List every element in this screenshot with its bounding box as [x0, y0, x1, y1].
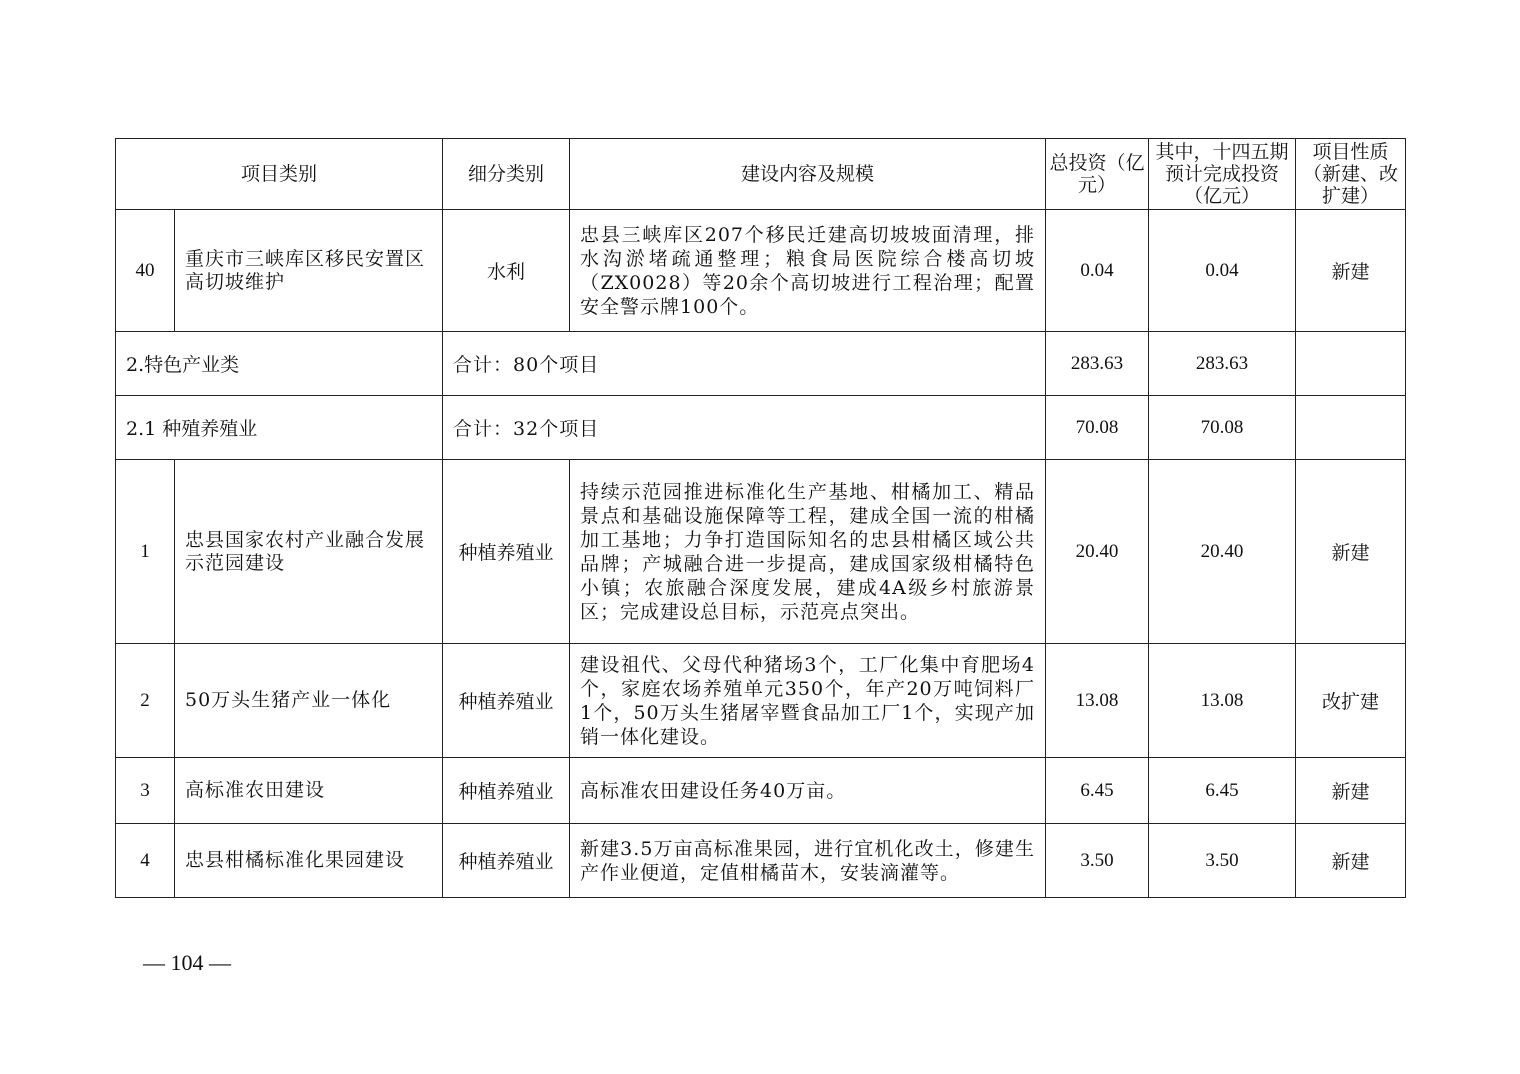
row-number: 40 [116, 210, 175, 332]
plan-investment: 6.45 [1149, 758, 1296, 824]
header-plan-investment: 其中，十四五期预计完成投资（亿元） [1149, 139, 1296, 210]
plan-investment: 3.50 [1149, 824, 1296, 898]
project-content: 建设祖代、父母代种猪场3个，工厂化集中育肥场4个，家庭农场养殖单元350个，年产20万吨饲料厂1个，50万头生猪屠宰暨食品加工厂1个，实现产加销一体化建设。 [570, 644, 1046, 758]
subsection-summary: 合计：32个项目 [443, 396, 1046, 460]
section-row [116, 332, 1406, 396]
project-nature: 新建 [1296, 460, 1406, 644]
subsection-plan-investment: 70.08 [1149, 396, 1296, 460]
row-number: 3 [116, 758, 175, 824]
table-row [116, 758, 1406, 824]
total-investment: 13.08 [1046, 644, 1149, 758]
header-content: 建设内容及规模 [570, 139, 1046, 210]
header-subcategory: 细分类别 [443, 139, 570, 210]
row-number: 4 [116, 824, 175, 898]
project-name: 忠县柑橘标准化果园建设 [175, 824, 443, 898]
subsection-nature-empty [1296, 396, 1406, 460]
section-nature-empty [1296, 332, 1406, 396]
project-subcategory: 种植养殖业 [443, 644, 570, 758]
table-row [116, 824, 1406, 898]
row-number: 1 [116, 460, 175, 644]
subsection-row [116, 396, 1406, 460]
table-row [116, 644, 1406, 758]
plan-investment: 0.04 [1149, 210, 1296, 332]
section-total-investment: 283.63 [1046, 332, 1149, 396]
project-subcategory: 种植养殖业 [443, 824, 570, 898]
project-nature: 新建 [1296, 824, 1406, 898]
total-investment: 3.50 [1046, 824, 1149, 898]
header-total-investment: 总投资（亿元） [1046, 139, 1149, 210]
subsection-title: 2.1 种殖养殖业 [116, 396, 443, 460]
section-summary: 合计：80个项目 [443, 332, 1046, 396]
plan-investment: 20.40 [1149, 460, 1296, 644]
table-row [116, 460, 1406, 644]
header-row [116, 139, 1406, 210]
project-nature: 新建 [1296, 210, 1406, 332]
total-investment: 6.45 [1046, 758, 1149, 824]
header-project-nature: 项目性质（新建、改扩建） [1296, 139, 1406, 210]
row-number: 2 [116, 644, 175, 758]
subsection-total-investment: 70.08 [1046, 396, 1149, 460]
project-subcategory: 水利 [443, 210, 570, 332]
page-number: — 104 — [143, 950, 231, 975]
header-category: 项目类别 [116, 139, 443, 210]
total-investment: 20.40 [1046, 460, 1149, 644]
project-name: 50万头生猪产业一体化 [175, 644, 443, 758]
project-content: 忠县三峡库区207个移民迁建高切坡坡面清理，排水沟淤堵疏通整理；粮食局医院综合楼高切坡（ZX0028）等20余个高切坡进行工程治理；配置安全警示牌100个。 [570, 210, 1046, 332]
project-nature: 新建 [1296, 758, 1406, 824]
project-subcategory: 种植养殖业 [443, 758, 570, 824]
project-name: 重庆市三峡库区移民安置区高切坡维护 [175, 210, 443, 332]
section-plan-investment: 283.63 [1149, 332, 1296, 396]
project-table [115, 138, 1406, 898]
section-title: 2.特色产业类 [116, 332, 443, 396]
project-nature: 改扩建 [1296, 644, 1406, 758]
project-name: 高标准农田建设 [175, 758, 443, 824]
project-content: 高标准农田建设任务40万亩。 [570, 758, 1046, 824]
project-subcategory: 种植养殖业 [443, 460, 570, 644]
project-content: 持续示范园推进标准化生产基地、柑橘加工、精品景点和基础设施保障等工程，建成全国一流的柑橘加工基地；力争打造国际知名的忠县柑橘区域公共品牌；产城融合进一步提高，建成国家级柑橘特色小镇；农旅融合深度发展，建成4A级乡村旅游景区；完成建设总目标，示范亮点突出。 [570, 460, 1046, 644]
table-row [116, 210, 1406, 332]
project-name: 忠县国家农村产业融合发展示范园建设 [175, 460, 443, 644]
total-investment: 0.04 [1046, 210, 1149, 332]
plan-investment: 13.08 [1149, 644, 1296, 758]
project-content: 新建3.5万亩高标准果园，进行宜机化改土，修建生产作业便道，定值柑橘苗木，安装滴灌等。 [570, 824, 1046, 898]
